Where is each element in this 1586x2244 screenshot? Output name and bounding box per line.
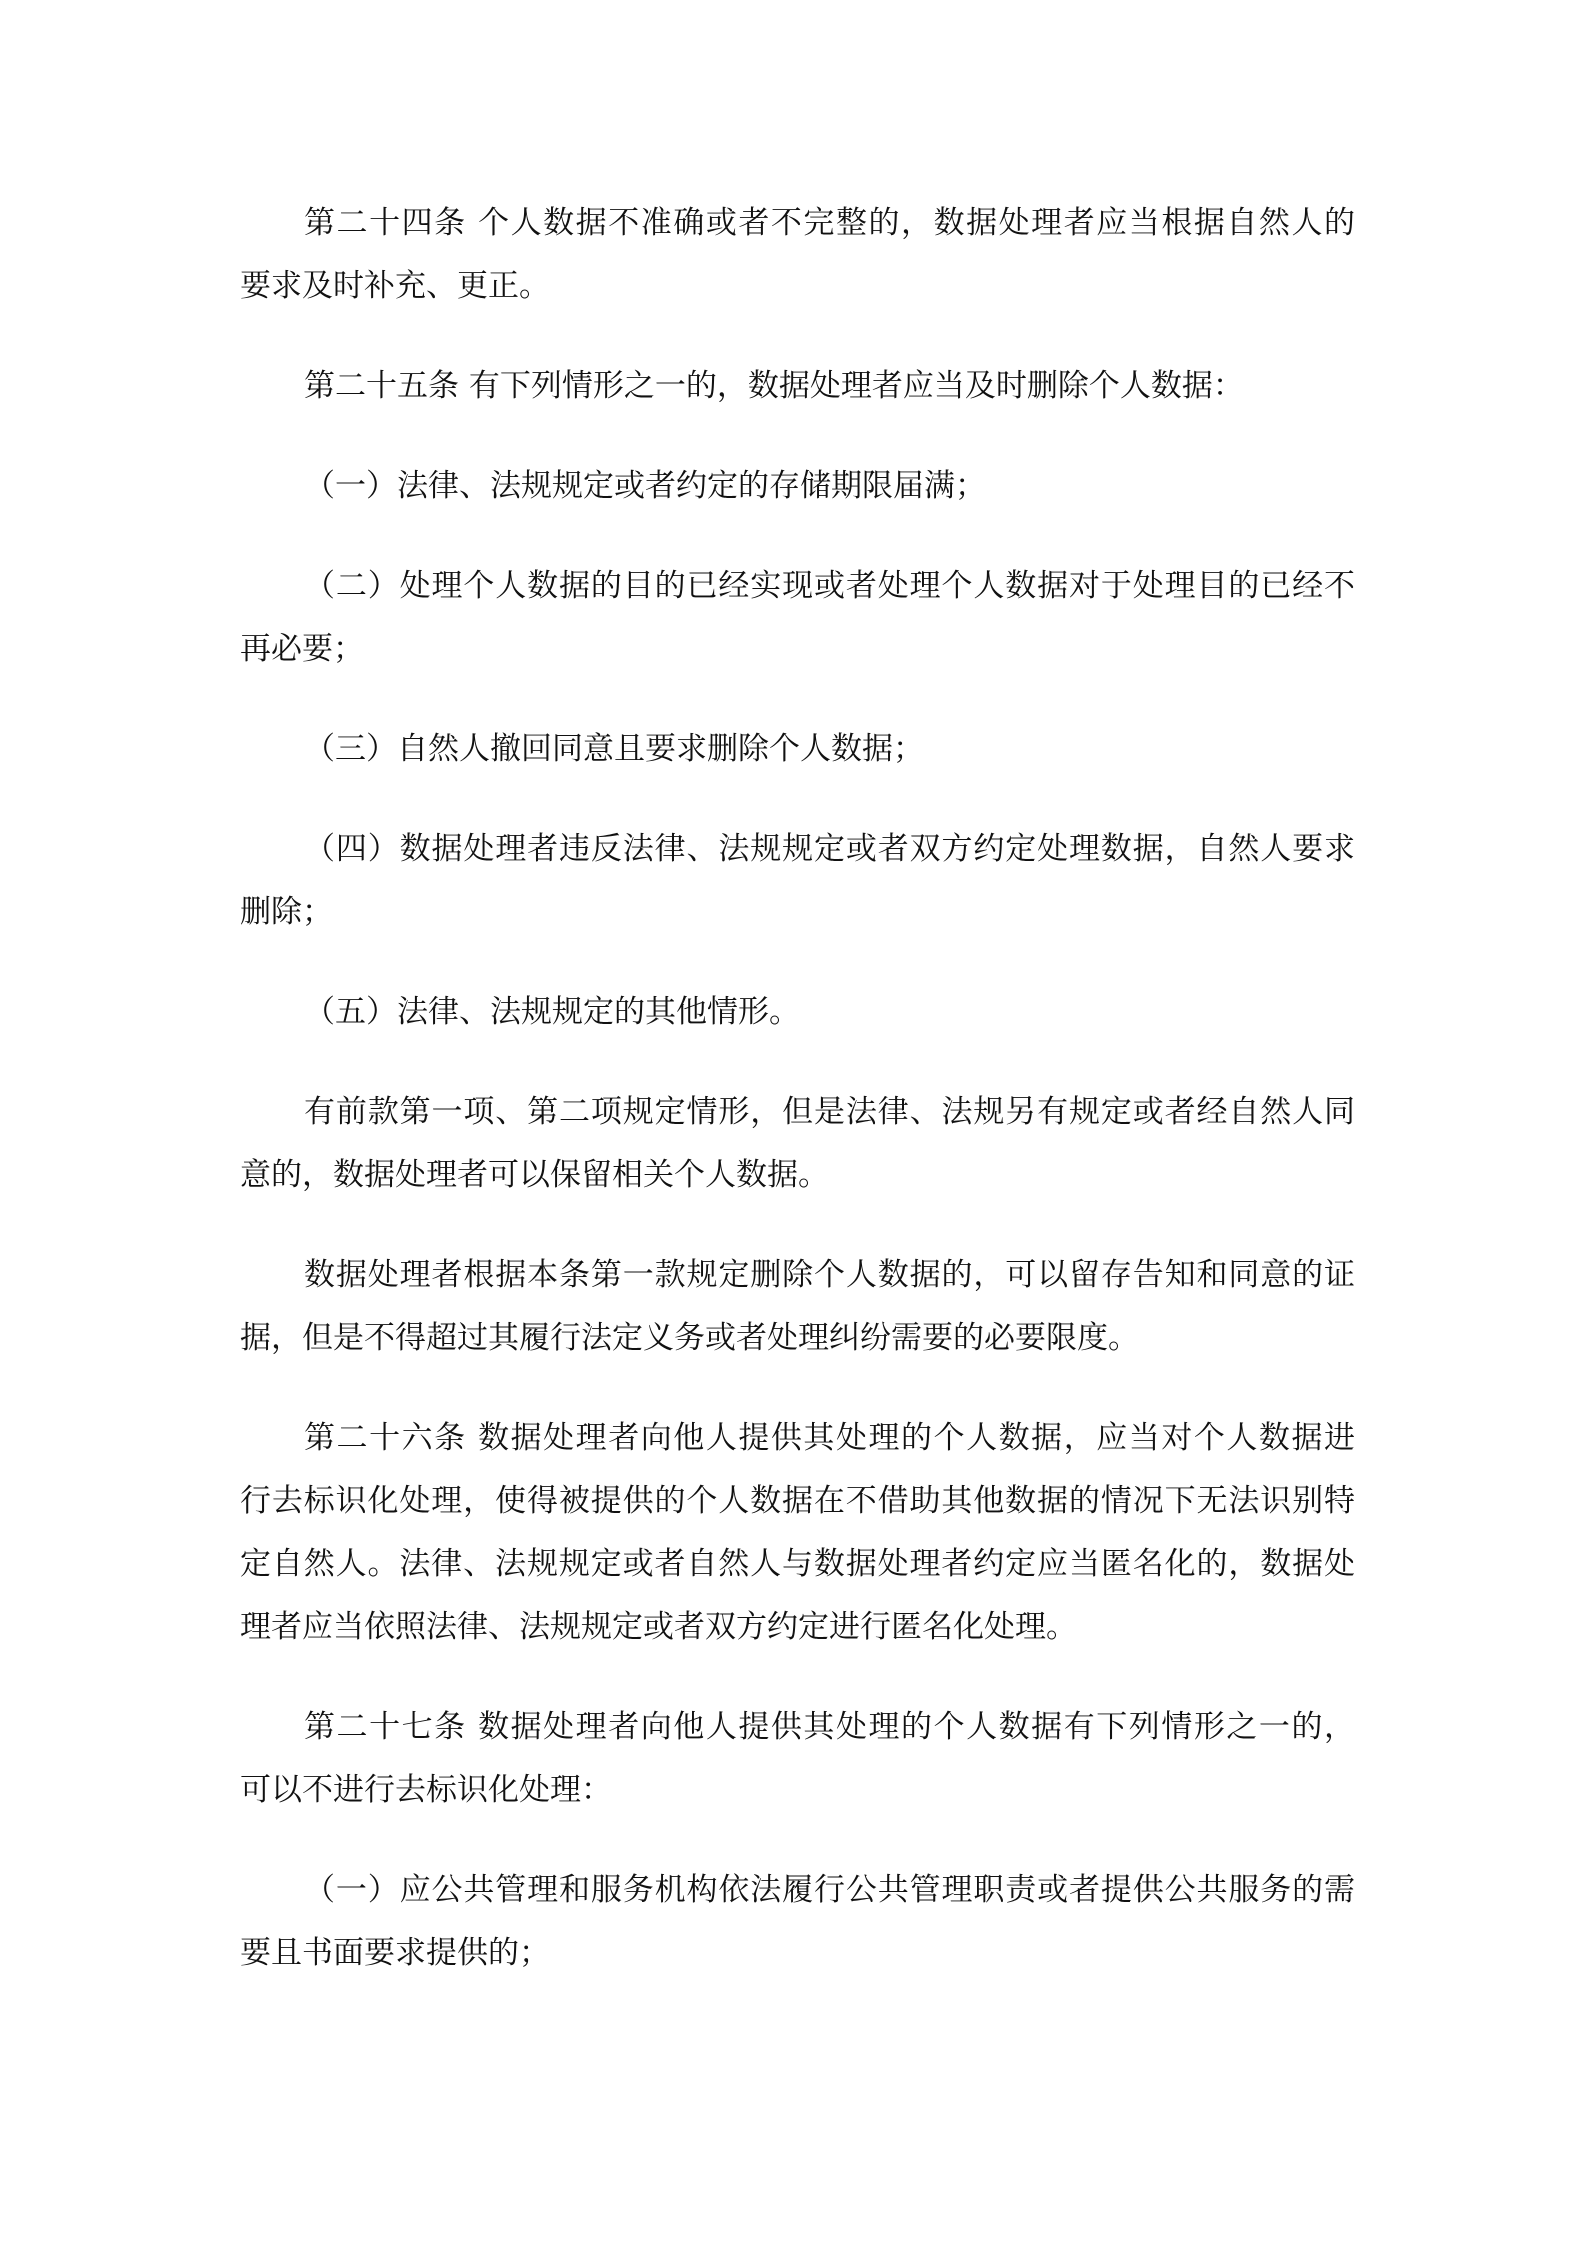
paragraph-line: （二）处理个人数据的目的已经实现或者处理个人数据对于处理目的已经不 xyxy=(304,568,1355,604)
paragraph xyxy=(240,555,1355,681)
paragraph xyxy=(240,1407,1355,1659)
paragraph-line: 定自然人。法律、法规规定或者自然人与数据处理者约定应当匿名化的，数据处 xyxy=(240,1546,1355,1582)
paragraph-line: 要求及时补充、更正。 xyxy=(240,268,550,304)
paragraph-line: 可以不进行去标识化处理： xyxy=(240,1772,612,1808)
paragraph-line: 据，但是不得超过其履行法定义务或者处理纠纷需要的必要限度。 xyxy=(240,1320,1139,1356)
paragraph xyxy=(240,718,1355,781)
paragraph-line: 第二十五条 有下列情形之一的，数据处理者应当及时删除个人数据： xyxy=(304,368,1244,404)
paragraph-line: （四）数据处理者违反法律、法规规定或者双方约定处理数据，自然人要求 xyxy=(304,831,1355,867)
paragraph-line: （三）自然人撤回同意且要求删除个人数据； xyxy=(304,731,924,767)
paragraph xyxy=(240,1859,1355,1985)
paragraph-line: （五）法律、法规规定的其他情形。 xyxy=(304,994,800,1030)
paragraph-line: 第二十四条 个人数据不准确或者不完整的，数据处理者应当根据自然人的 xyxy=(304,205,1355,241)
paragraph xyxy=(240,981,1355,1044)
paragraph-line: 第二十六条 数据处理者向他人提供其处理的个人数据，应当对个人数据进 xyxy=(304,1420,1355,1456)
paragraph-line: 意的，数据处理者可以保留相关个人数据。 xyxy=(240,1157,829,1193)
paragraph-line: 数据处理者根据本条第一款规定删除个人数据的，可以留存告知和同意的证 xyxy=(304,1257,1355,1293)
paragraph xyxy=(240,1081,1355,1207)
paragraph xyxy=(240,355,1355,418)
paragraph xyxy=(240,1244,1355,1370)
paragraph-line: 再必要； xyxy=(240,631,364,667)
paragraph-line: 行去标识化处理，使得被提供的个人数据在不借助其他数据的情况下无法识别特 xyxy=(240,1483,1355,1519)
paragraph xyxy=(240,192,1355,318)
paragraph-line: 删除； xyxy=(240,894,333,930)
paragraph xyxy=(240,455,1355,518)
paragraph-line: 要且书面要求提供的； xyxy=(240,1935,550,1971)
paragraph-line: 有前款第一项、第二项规定情形，但是法律、法规另有规定或者经自然人同 xyxy=(304,1094,1355,1130)
paragraph xyxy=(240,1696,1355,1822)
paragraph-line: 第二十七条 数据处理者向他人提供其处理的个人数据有下列情形之一的， xyxy=(304,1709,1355,1745)
paragraph-line: （一）法律、法规规定或者约定的存储期限届满； xyxy=(304,468,986,504)
document-page xyxy=(240,192,1355,2022)
paragraph-line: 理者应当依照法律、法规规定或者双方约定进行匿名化处理。 xyxy=(240,1609,1077,1645)
paragraph-line: （一）应公共管理和服务机构依法履行公共管理职责或者提供公共服务的需 xyxy=(304,1872,1355,1908)
paragraph xyxy=(240,818,1355,944)
